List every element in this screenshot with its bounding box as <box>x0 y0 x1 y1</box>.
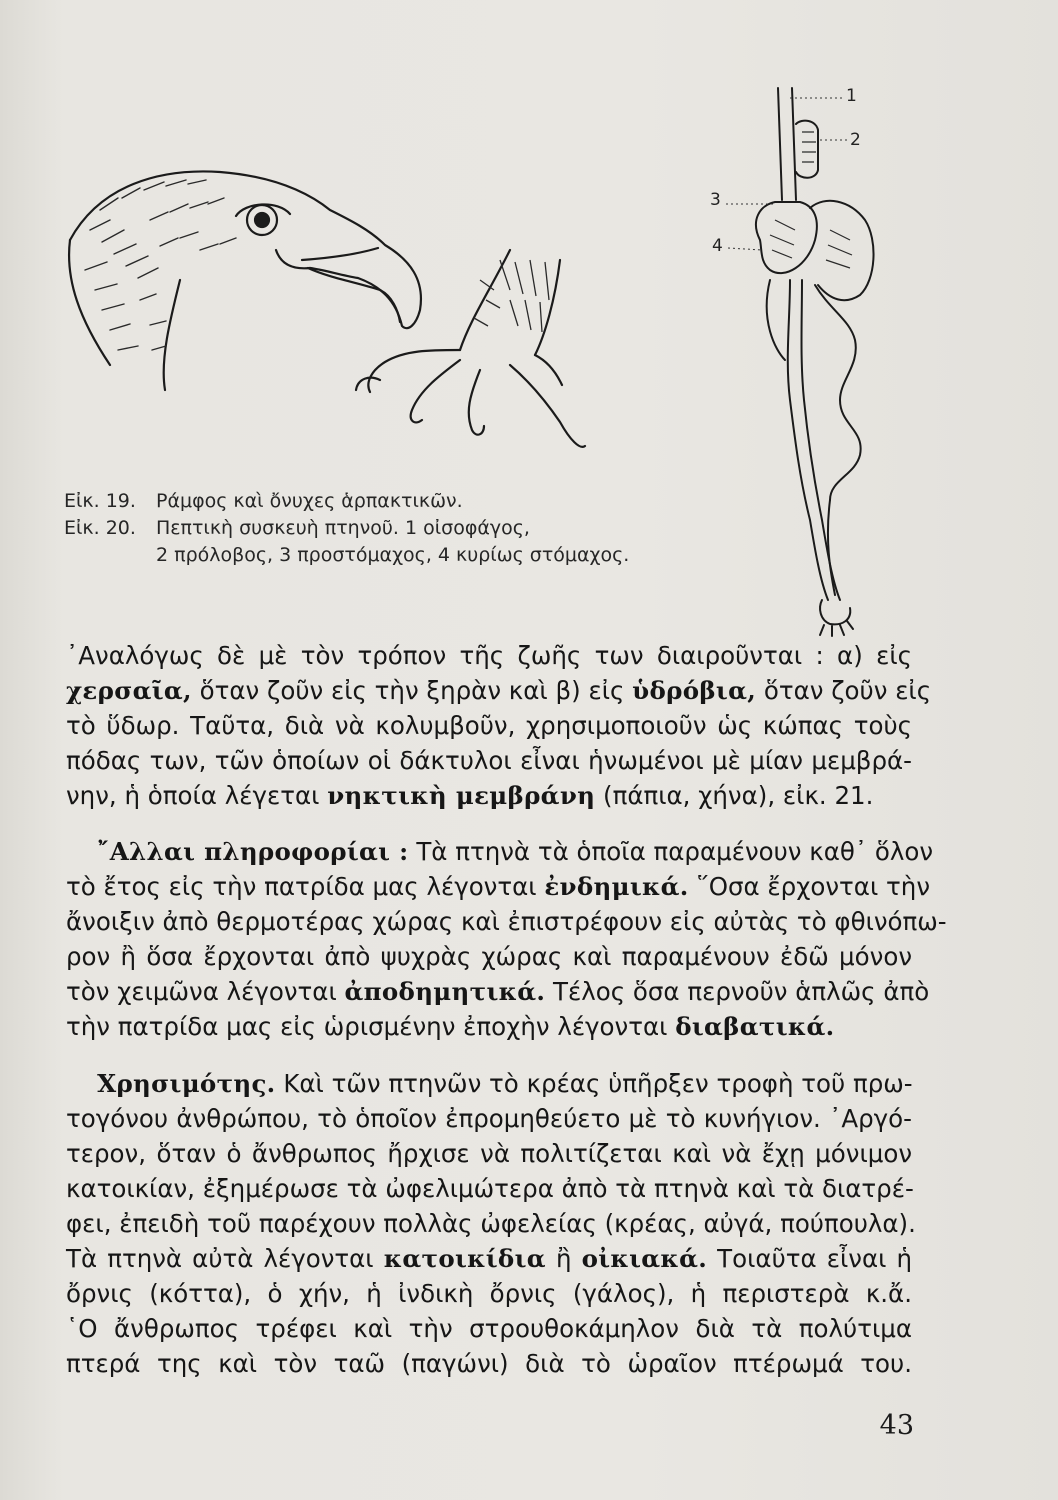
text-line: ῎Αλλαι πληροφορίαι : Τὰ πτηνὰ τὰ ὁποῖα παραμένουν καθ᾿ ὅλον <box>97 837 934 866</box>
raptor-beak-talons-illustration <box>40 150 600 470</box>
text-line: ἄνοιξιν ἀπὸ θερμοτέρας χώρας καὶ ἐπιστρέφουν εἰς αὐτὰς τὸ φθινόπω- <box>66 907 947 936</box>
text-line: χερσαῖα, ὅταν ζοῦν εἰς τὴν ξηρὰν καὶ β) εἰς ὑδρόβια, ὅταν ζοῦν εἰς <box>66 676 932 705</box>
caption-fig20-continued: 2 πρόλοβος, 3 προστόμαχος, 4 κυρίως στόμαχος. <box>156 544 630 566</box>
text-line: φει, ἐπειδὴ τοῦ παρέχουν πολλὰς ὠφελείας (κρέας, αὐγά, πούπουλα). <box>66 1209 916 1238</box>
term-migratory: ἀποδημητικά. <box>344 977 546 1006</box>
term-household: οἰκιακά. <box>581 1244 708 1273</box>
callout-3: 3 <box>710 190 721 210</box>
callout-1: 1 <box>846 86 857 106</box>
text-line: τερον, ὅταν ὁ ἄνθρωπος ἤρχισε νὰ πολιτίζεται καὶ νὰ ἔχῃ μόνιμον <box>66 1139 912 1168</box>
caption-fig20 <box>64 515 704 542</box>
text-line: Χρησιμότης. Καὶ τῶν πτηνῶν τὸ κρέας ὑπῆρξεν τροφὴ τοῦ πρω- <box>97 1069 913 1098</box>
bird-digestive-system-diagram <box>690 80 910 640</box>
caption-fig19-text: Ράμφος καὶ ὄνυχες ἁρπακτικῶν. <box>156 490 463 512</box>
heading-other-info: ῎Αλλαι πληροφορίαι : <box>97 837 409 866</box>
text-line: πτερά της καὶ τὸν ταῶ (παγώνι) διὰ τὸ ὡραῖον πτέρωμά του. <box>66 1349 912 1378</box>
heading-usefulness: Χρησιμότης. <box>97 1069 276 1098</box>
text-line: ρον ἢ ὅσα ἔρχονται ἀπὸ ψυχρὰς χώρας καὶ παραμένουν ἐδῶ μόνον <box>66 942 912 971</box>
caption-fig19 <box>64 488 704 515</box>
text-line: κατοικίαν, ἐξημέρωσε τὰ ὠφελιμώτερα ἀπὸ τὰ πτηνὰ καὶ τὰ διατρέ- <box>66 1174 914 1203</box>
text-line: τὸν χειμῶνα λέγονται ἀποδημητικά. Τέλος ὅσα περνοῦν ἁπλῶς ἀπὸ <box>66 977 930 1006</box>
caption-fig20-text: Πεπτικὴ συσκευὴ πτηνοῦ. 1 οἰσοφάγος, <box>156 517 530 539</box>
text-line: ῾Ο ἄνθρωπος τρέφει καὶ τὴν στρουθοκάμηλον διὰ τὰ πολύτιμα <box>66 1314 912 1343</box>
term-swimming-membrane: νηκτικὴ μεμβράνη <box>327 781 596 810</box>
text-line: τὸ ἔτος εἰς τὴν πατρίδα μας λέγονται ἐνδημικά. ῞Οσα ἔρχονται τὴν <box>66 872 931 901</box>
term-land-birds: χερσαῖα, <box>66 676 192 705</box>
caption-fig20-label: Εἰκ. 20. <box>64 517 136 539</box>
text-line: ᾿Αναλόγως δὲ μὲ τὸν τρόπον τῆς ζωῆς των διαιροῦνται : α) εἰς <box>66 641 912 670</box>
text-line: τογόνου ἀνθρώπου, τὸ ὁποῖον ἐπρομηθεύετο μὲ τὸ κυνήγιον. ᾿Αργό- <box>66 1104 912 1133</box>
callout-4: 4 <box>712 236 723 256</box>
term-domestic: κατοικίδια <box>383 1244 546 1273</box>
paragraph-other-info <box>66 834 947 1044</box>
text-line: πόδας των, τῶν ὁποίων οἱ δάκτυλοι εἶναι ἡνωμένοι μὲ μίαν μεμβρά- <box>66 746 912 775</box>
paragraph-habitat <box>66 638 932 813</box>
figure-captions <box>64 488 704 569</box>
term-passage: διαβατικά. <box>675 1012 835 1041</box>
page-number: 43 <box>879 1410 914 1441</box>
text-line: ὄρνις (κόττα), ὁ χήν, ἡ ἰνδικὴ ὄρνις (γάλος), ἡ περιστερὰ κ.ἄ. <box>66 1279 912 1308</box>
paragraph-usefulness <box>66 1066 916 1381</box>
term-resident: ἐνδημικά. <box>544 872 689 901</box>
text-line: τὸ ὕδωρ. Ταῦτα, διὰ νὰ κολυμβοῦν, χρησιμοποιοῦν ὡς κώπας τοὺς <box>66 711 912 740</box>
term-water-birds: ὑδρόβια, <box>632 676 757 705</box>
text-line: νην, ἡ ὁποία λέγεται νηκτικὴ μεμβράνη (πάπια, χήνα), εἰκ. 21. <box>66 781 874 810</box>
caption-fig19-label: Εἰκ. 19. <box>64 490 136 512</box>
text-line: Τὰ πτηνὰ αὐτὰ λέγονται κατοικίδια ἢ οἰκιακά. Τοιαῦτα εἶναι ἡ <box>66 1244 913 1273</box>
text-line: τὴν πατρίδα μας εἰς ὡρισμένην ἐποχὴν λέγονται διαβατικά. <box>66 1012 835 1041</box>
callout-2: 2 <box>850 130 861 150</box>
